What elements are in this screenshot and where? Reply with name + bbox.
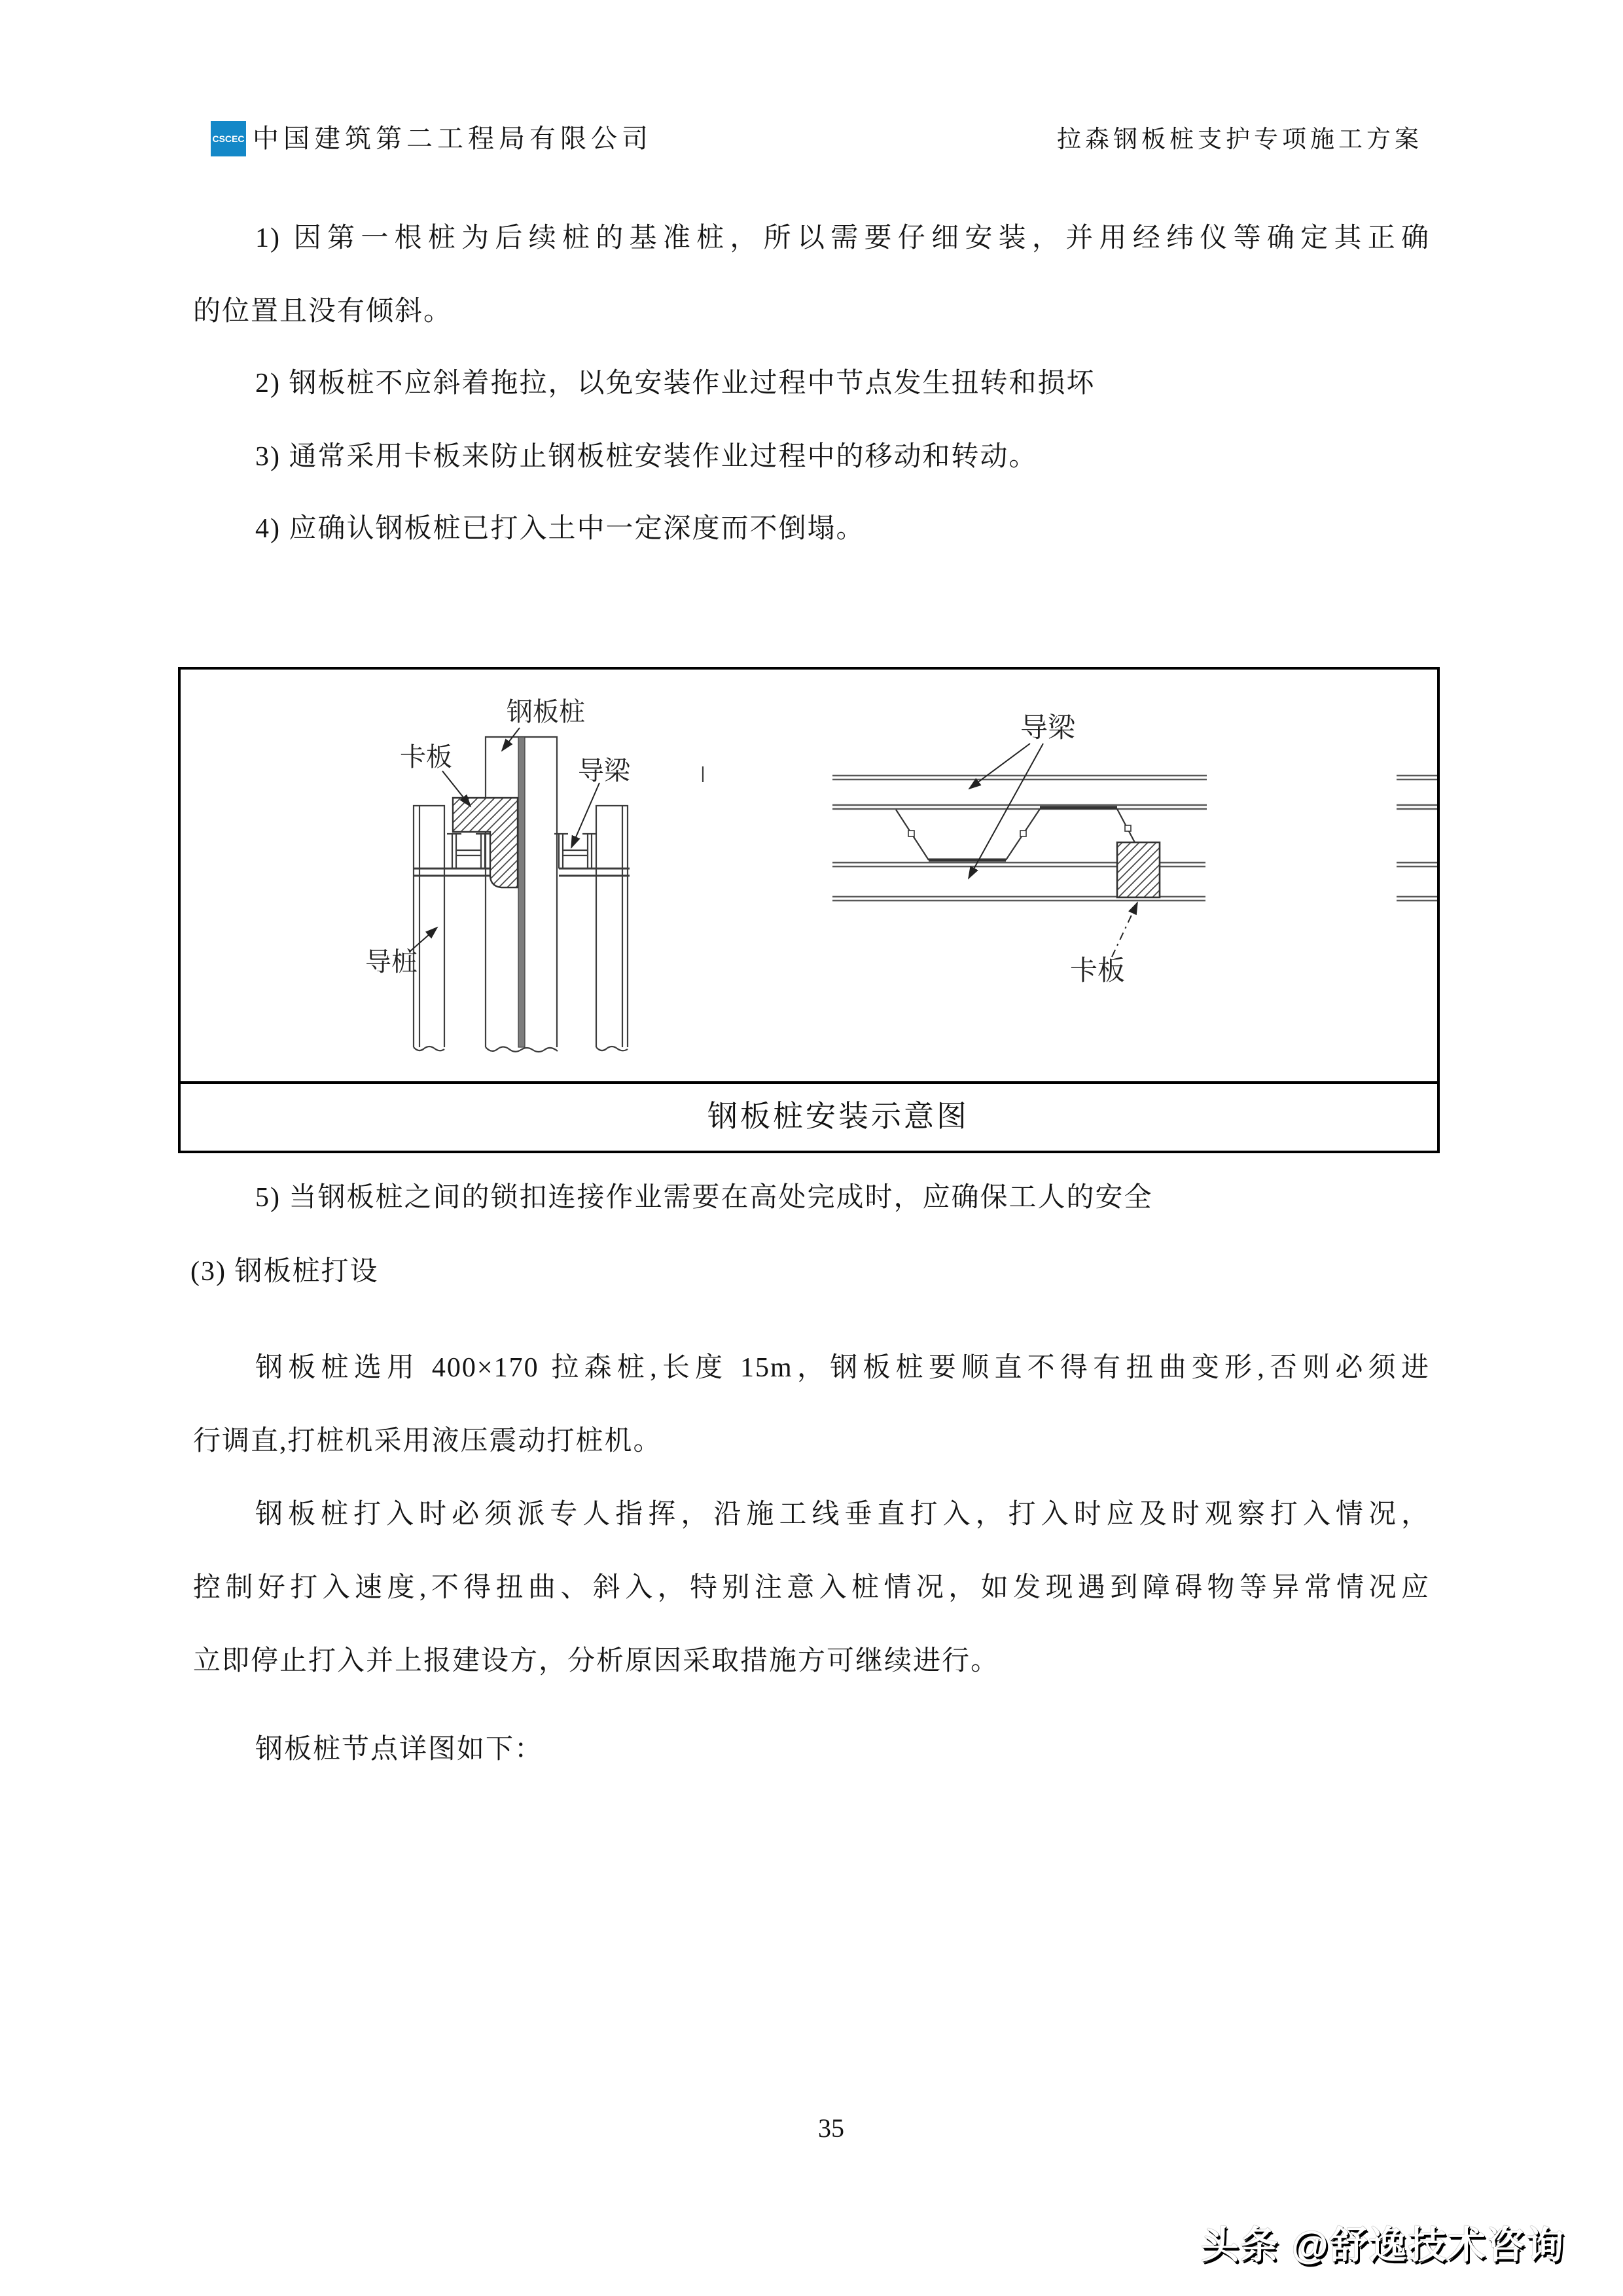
clamp-plate-plan [1117,842,1160,897]
clause-4: 4) 应确认钢板桩已打入土中一定深度而不倒塌。 [255,514,865,544]
paragraph-1-line-1: 钢板桩选用 400×170 拉森桩,长度 15m，钢板桩要顺直不得有扭曲变形,否则必须进 [255,1353,1430,1383]
watermark: 头条 @舒逸技术咨询 [1201,2224,1565,2267]
company-logo [211,121,246,156]
paragraph-1-line-2: 行调直,打桩机采用液压震动打桩机。 [193,1426,662,1456]
elevation-view [414,737,703,1052]
plan-sheet-pile [896,808,1135,860]
clause-1-line-2: 的位置且没有倾斜。 [193,296,453,327]
clause-5: 5) 当钢板桩之间的锁扣连接作业需要在高处完成时，应确保工人的安全 [255,1183,1153,1213]
clause-1-line-1: 1) 因第一根桩为后续桩的基准桩，所以需要仔细安装，并用经纬仪等确定其正确 [255,223,1430,253]
page-number: 35 [818,2113,844,2143]
guide-beam-left-section [447,834,490,869]
header-doc-title: 拉森钢板桩支护专项施工方案 [1057,126,1423,153]
closing-line: 钢板桩节点详图如下： [255,1734,544,1765]
clause-3: 3) 通常采用卡板来防止钢板桩安装作业过程中的移动和转动。 [255,442,1038,472]
paragraph-2-line-3: 立即停止打入并上报建设方，分析原因采取措施方可继续进行。 [193,1646,1000,1676]
installation-drawing [181,670,1437,1081]
paragraph-2-line-2: 控制好打入速度,不得扭曲、斜入，特别注意入桩情况，如发现遇到障碍物等异常情况应 [193,1573,1430,1603]
label-clamp-plate: 卡板 [400,742,452,772]
clause-2: 2) 钢板桩不应斜着拖拉，以免安装作业过程中节点发生扭转和损坏 [255,368,1096,399]
sheet-pile-interlock [518,737,525,1047]
label-sheet-pile: 钢板桩 [507,697,585,726]
label-guide-pile: 导桩 [365,947,418,977]
section-3-heading: (3) 钢板桩打设 [190,1257,379,1287]
label-guide-beam-plan: 导梁 [1020,713,1076,744]
header-company-name: 中国建筑第二工程局有限公司 [253,124,652,153]
figure-caption: 钢板桩安装示意图 [181,1081,1437,1151]
label-clamp-plate-plan: 卡板 [1069,956,1126,986]
company-logo-text: CSCEC [212,134,245,144]
guide-pile-left [414,806,444,1047]
paragraph-2-line-1: 钢板桩打入时必须派专人指挥，沿施工线垂直打入，打入时应及时观察打入情况， [255,1499,1430,1530]
label-guide-beam: 导梁 [578,756,630,785]
pile-break-line [486,1047,558,1052]
installation-figure [178,667,1440,1153]
